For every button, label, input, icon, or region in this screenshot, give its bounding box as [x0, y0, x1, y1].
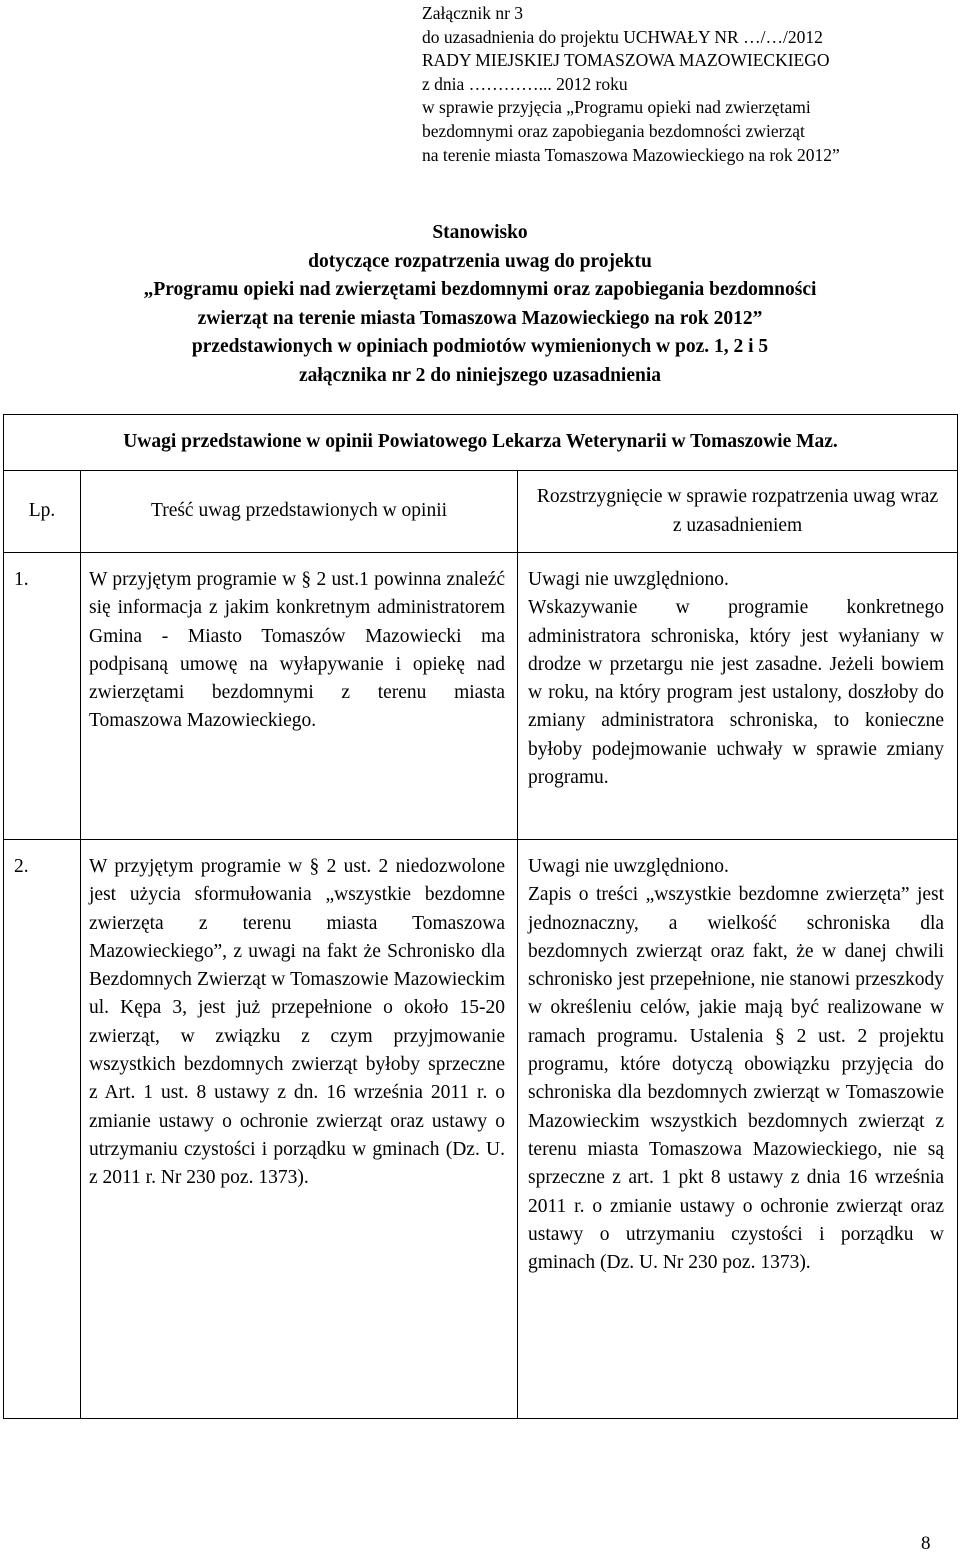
row-number: 2. [4, 840, 81, 1419]
row-number: 1. [4, 553, 81, 840]
table-header-row [4, 471, 958, 553]
header-line: na terenie miasta Tomaszowa Mazowieckiego na rok 2012” [422, 144, 840, 165]
remark-text: W przyjętym programie w § 2 ust. 2 niedozwolone jest użycia sformułowania „wszystkie bezdomne zwierzęta z terenu miasta Tomaszowa Mazowieckiego”, z uwagi na fakt że Schronisko dla Bezdomnych Zwierząt w Tomaszowie Mazowieckim ul. Kępa 3, jest już przepełnione o około 15-20 zwierząt, w związku z czym przyjmowanie wszystkich bezdomnych zwierząt byłoby sprzeczne z Art. 1 ust. 8 ustawy z dn. 16 września 2011 r. o zmianie ustawy o ochronie zwierząt oraz ustawy o utrzymaniu czystości i porządku w gminach (Dz. U. z 2011 r. Nr 230 poz. 1373). [81, 840, 518, 1419]
opinions-table [3, 414, 958, 1419]
remark-text: W przyjętym programie w § 2 ust.1 powinna znaleźć się informacja z jakim konkretnym administratorem Gmina - Miasto Tomaszów Mazowiecki ma podpisaną umowę na wyłapywanie i opiekę nad zwierzętami bezdomnymi z terenu miasta Tomaszowa Mazowieckiego. [81, 553, 518, 840]
resolution-verdict: Uwagi nie uwzględniono. [528, 569, 729, 590]
title-line: przedstawionych w opiniach podmiotów wymienionych w poz. 1, 2 i 5 [191, 336, 769, 357]
title-line: zwierząt na terenie miasta Tomaszowa Mazowieckiego na rok 2012” [197, 307, 763, 329]
header-line: do uzasadnienia do projektu UCHWAŁY NR …/…/2012 [422, 26, 823, 47]
attachment-header-note [422, 2, 942, 167]
page-number: 8 [921, 1533, 931, 1554]
table-row [4, 553, 958, 840]
resolution-text: Wskazywanie w programie konkretnego administratora schroniska, który jest wyłaniany w drodze w przetargu nie jest zasadne. Jeżeli bowiem w roku, na który program jest ustalony, doszłoby do zmiany administratora schroniska, to konieczne byłoby podejmowanie uchwały w sprawie zmiany programu. [528, 597, 945, 789]
resolution-verdict: Uwagi nie uwzględniono. [528, 856, 729, 877]
header-line: bezdomnymi oraz zapobiegania bezdomności zwierząt [422, 120, 805, 141]
resolution-text: Zapis o treści „wszystkie bezdomne zwierzęta” jest jednoznaczny, a wielkość schroniska dla bezdomnych zwierząt oraz fakt, że w danej chwili schronisko jest przepełnione, nie stanowi przeszkody w określeniu celów, jakie mają być realizowane w ramach programu. Ustalenia § 2 ust. 2 projektu programu, które dotyczą obowiązku przyjęcia do schroniska dla bezdomnych zwierząt w Tomaszowie Mazowieckim wszystkich bezdomnych zwierząt z terenu miasta Tomaszowa Mazowieckiego, nie są sprzeczne z art. 1 pkt 8 ustawy z dnia 16 września 2011 r. o zmianie ustawy o ochronie zwierząt oraz ustawy o utrzymaniu czystości i porządku w gminach (Dz. U. Nr 230 poz. 1373). [528, 884, 945, 1274]
document-title [20, 219, 940, 390]
resolution-cell [518, 840, 958, 1419]
header-line: z dnia …………... 2012 roku [422, 73, 628, 94]
title-line: dotyczące rozpatrzenia uwag do projektu [308, 250, 652, 272]
resolution-cell [518, 553, 958, 840]
header-line: w sprawie przyjęcia „Programu opieki nad zwierzętami [422, 97, 811, 118]
header-resolution: Rozstrzygnięcie w sprawie rozpatrzenia uwag wraz z uzasadnieniem [518, 471, 958, 553]
title-line: załącznika nr 2 do niniejszego uzasadnienia [298, 364, 662, 386]
title-line: „Programu opieki nad zwierzętami bezdomnymi oraz zapobiegania bezdomności [143, 279, 817, 300]
header-line: Załącznik nr 3 [422, 3, 524, 23]
header-text: Treść uwag przedstawionych w opinii [81, 471, 518, 553]
header-line: RADY MIEJSKIEJ TOMASZOWA MAZOWIECKIEGO [422, 50, 830, 71]
header-lp: Lp. [4, 471, 81, 553]
table-caption: Uwagi przedstawione w opinii Powiatowego Lekarza Weterynarii w Tomaszowie Maz. [4, 415, 958, 471]
title-line: Stanowisko [432, 222, 528, 243]
table-row [4, 840, 958, 1419]
